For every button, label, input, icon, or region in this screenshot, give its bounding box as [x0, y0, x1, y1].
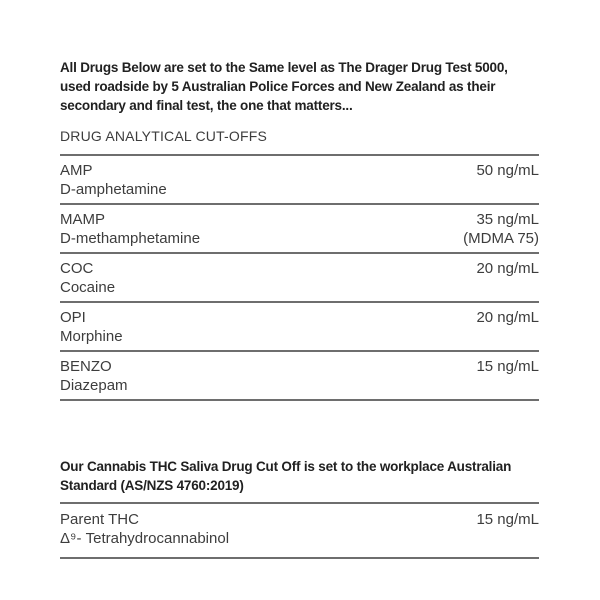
drug-cell: [60, 510, 229, 548]
table-row-parent-thc: [60, 504, 539, 559]
thc-section-heading: [60, 457, 539, 495]
drug-name: D-methamphetamine: [60, 230, 201, 247]
table-row-opi: [60, 303, 539, 352]
drug-cell: [60, 161, 167, 199]
intro-heading-line-3: secondary and final test, the one that matters...: [60, 98, 353, 113]
value-cell: [476, 161, 539, 180]
thc-cutoff-table: [60, 502, 539, 559]
drug-name: Cocaine: [60, 279, 116, 296]
drug-cutoff-value: 20 ng/mL: [476, 260, 539, 277]
drug-code: COC: [60, 260, 94, 277]
table-row-mamp: [60, 205, 539, 254]
intro-heading-line-1: All Drugs Below are set to the Same level as The Drager Drug Test 5000,: [60, 60, 508, 75]
drug-code: BENZO: [60, 358, 112, 375]
section-subtitle: DRUG ANALYTICAL CUT-OFFS: [60, 128, 268, 144]
drug-cell: [60, 259, 115, 297]
thc-heading-line-2: Standard (AS/NZS 4760:2019): [60, 478, 244, 493]
value-cell: [476, 259, 539, 278]
drug-name: Diazepam: [60, 377, 128, 394]
drug-cutoff-value: 50 ng/mL: [476, 162, 539, 179]
value-cell: [463, 210, 539, 248]
drug-name: Morphine: [60, 328, 123, 345]
table-row-benzo: [60, 352, 539, 401]
drug-cutoff-value: 35 ng/mL: [476, 211, 539, 228]
drug-cell: [60, 357, 128, 395]
drug-cutoff-value: 15 ng/mL: [476, 511, 539, 528]
drug-code: OPI: [60, 309, 86, 326]
drug-code: MAMP: [60, 211, 105, 228]
table-row-coc: [60, 254, 539, 303]
drug-cutoff-value: 15 ng/mL: [476, 358, 539, 375]
drug-cutoff-table: [60, 154, 539, 401]
drug-name: D-amphetamine: [60, 181, 167, 198]
value-cell: [476, 308, 539, 327]
drug-cutoff-note: (MDMA 75): [463, 230, 539, 247]
intro-heading-line-2: used roadside by 5 Australian Police Forces and New Zealand as their: [60, 79, 496, 94]
table-row-amp: [60, 156, 539, 205]
thc-heading-line-1: Our Cannabis THC Saliva Drug Cut Off is set to the workplace Australian: [60, 459, 512, 474]
intro-heading: [60, 58, 539, 115]
drug-name: Δ⁹- Tetrahydrocannabinol: [60, 530, 230, 547]
drug-cell: [60, 308, 123, 346]
value-cell: [476, 510, 539, 529]
drug-code: Parent THC: [60, 511, 139, 528]
drug-cell: [60, 210, 200, 248]
drug-cutoff-value: 20 ng/mL: [476, 309, 539, 326]
value-cell: [476, 357, 539, 376]
drug-code: AMP: [60, 162, 93, 179]
